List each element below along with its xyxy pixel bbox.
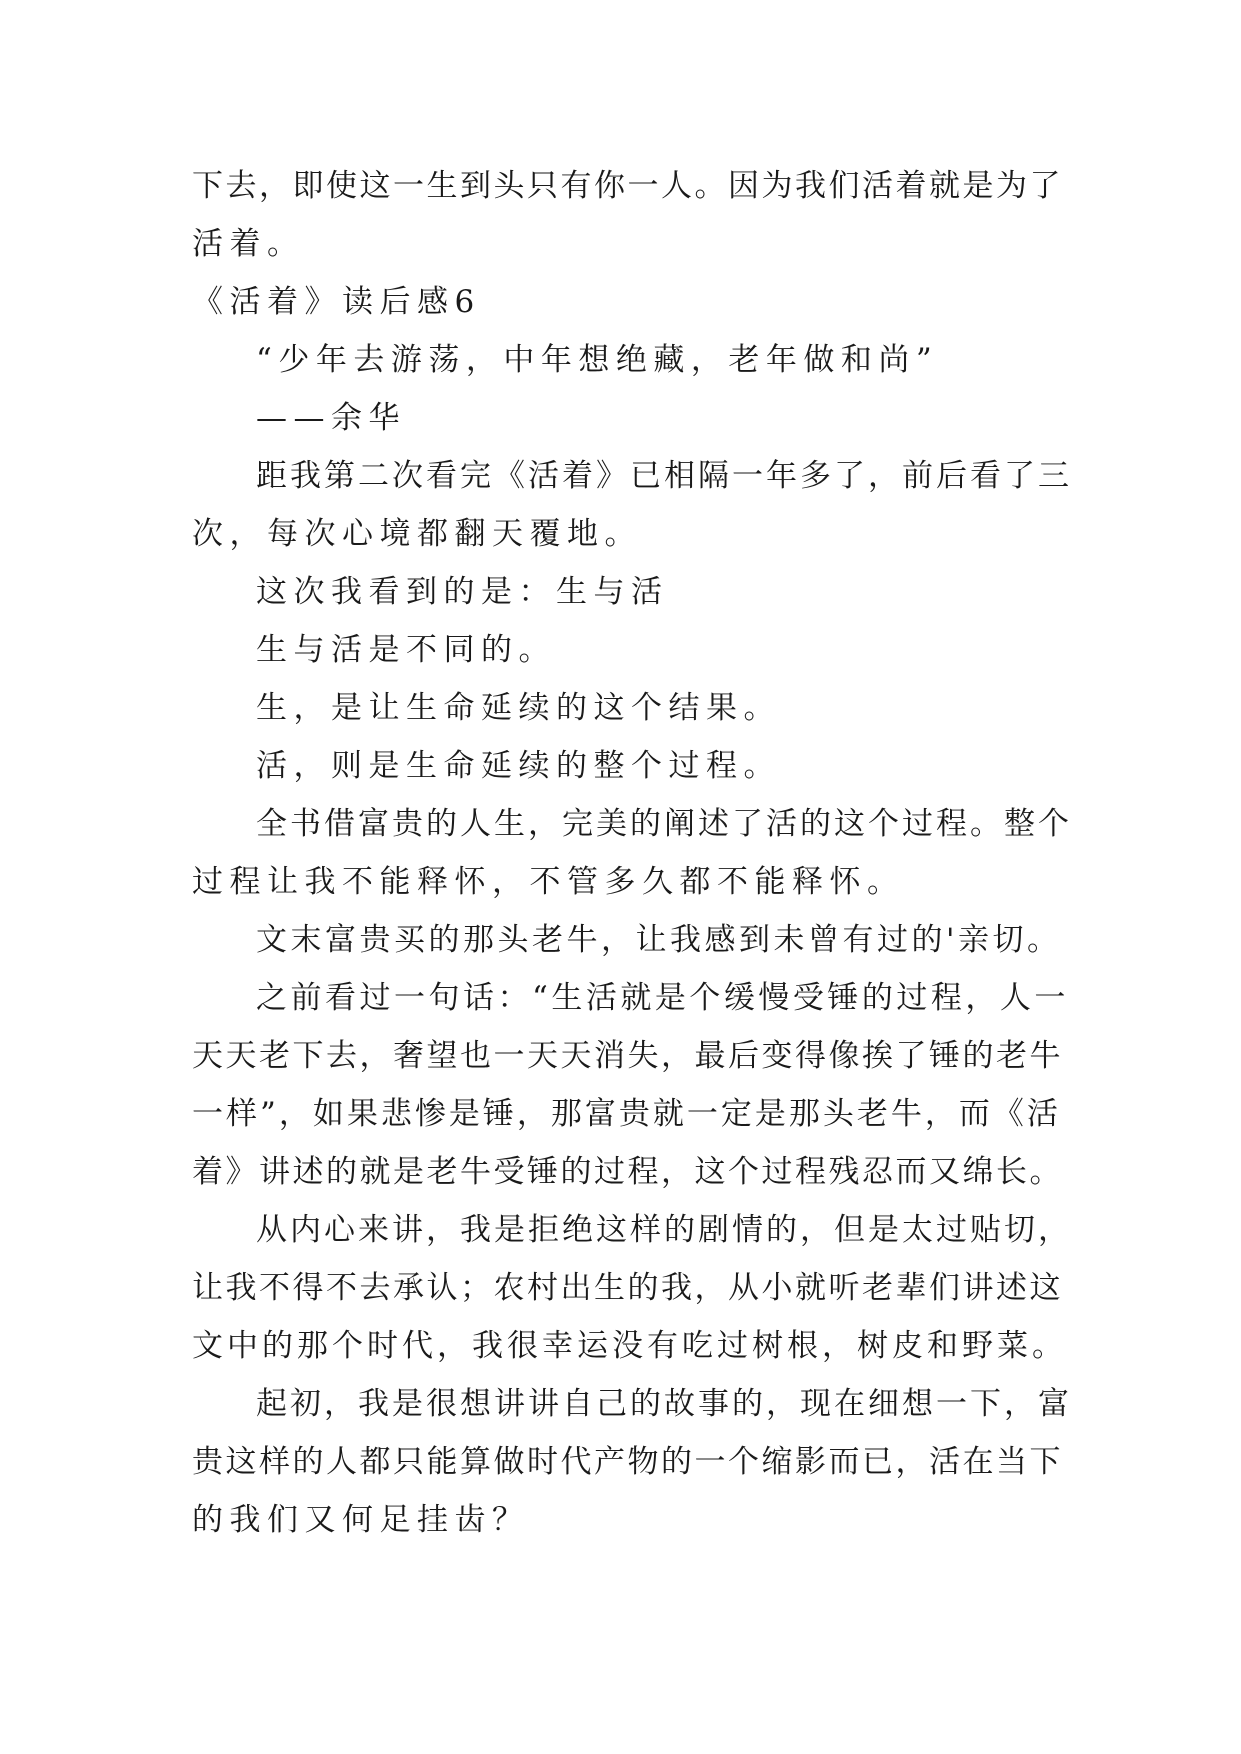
text-line: 之前看过一句话：“生活就是个缓慢受锤的过程，人一 [256, 980, 1069, 1016]
text-line: 过程让我不能释怀，不管多久都不能释怀。 [192, 864, 905, 900]
text-line: 一样”，如果悲惨是锤，那富贵就一定是那头老牛，而《活 [192, 1096, 1061, 1132]
text-line: 生，是让生命延续的这个结果。 [256, 690, 781, 726]
text-line: 天天老下去，奢望也一天天消失，最后变得像挨了锤的老牛 [192, 1038, 1063, 1074]
text-line: 让我不得不去承认；农村出生的我，从小就听老辈们讲述这 [192, 1270, 1063, 1306]
text-line: 全书借富贵的人生，完美的阐述了活的这个过程。整个 [256, 806, 1072, 842]
text-line: 活，则是生命延续的整个过程。 [256, 748, 781, 784]
section-title: 《活着》读后感6 [192, 284, 481, 320]
text-line: 下去，即使这一生到头只有你一人。因为我们活着就是为了 [192, 168, 1063, 204]
text-line: 的我们又何足挂齿？ [192, 1502, 530, 1538]
quote-line: “少年去游荡，中年想绝藏，老年做和尚” [256, 342, 939, 378]
text-line: 生与活是不同的。 [256, 632, 556, 668]
document-body [192, 157, 1072, 1549]
text-line: 起初，我是很想讲讲自己的故事的，现在细想一下，富 [256, 1386, 1072, 1422]
text-line: 这次我看到的是：生与活 [256, 574, 669, 610]
text-line: 活着。 [192, 226, 305, 262]
text-line: 从内心来讲，我是拒绝这样的剧情的，但是太过贴切， [256, 1212, 1072, 1248]
text-line: 文中的那个时代，我很幸运没有吃过树根，树皮和野菜。 [192, 1328, 1067, 1364]
text-line: 距我第二次看完《活着》已相隔一年多了，前后看了三 [256, 458, 1072, 494]
quote-attribution: ——余华 [256, 400, 406, 436]
text-line: 贵这样的人都只能算做时代产物的一个缩影而已，活在当下 [192, 1444, 1063, 1480]
text-line: 文末富贵买的那头老牛，让我感到未曾有过的'亲切。 [256, 922, 1062, 958]
text-line: 次，每次心境都翻天覆地。 [192, 516, 642, 552]
text-line: 着》讲述的就是老牛受锤的过程，这个过程残忍而又绵长。 [192, 1154, 1063, 1190]
